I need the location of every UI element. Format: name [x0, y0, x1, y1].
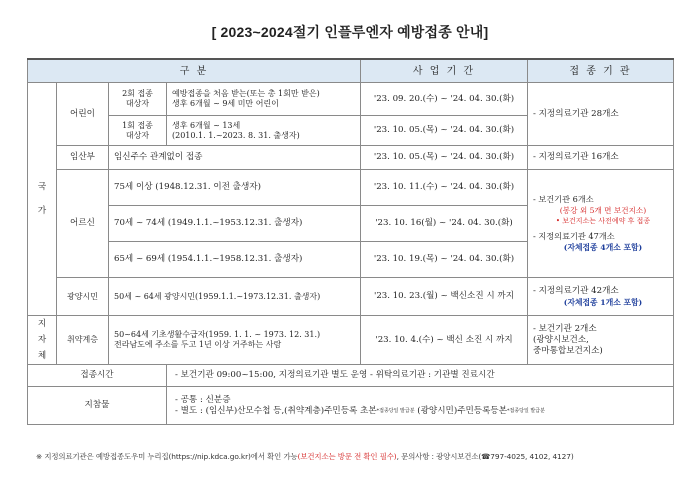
- elderly-institution: [528, 170, 674, 278]
- footnote: [36, 451, 574, 462]
- footnote-contact: , 문의사항 : 광양시보건소(☎797-4025, 4102, 4127): [396, 452, 574, 461]
- elderly-inst-designated: - 지정의료기관 47개소: [533, 231, 615, 241]
- vulnerable-label: 취약계층: [57, 316, 109, 365]
- elderly-75-period: '23. 10. 11.(수) ~ '24. 04. 30.(화): [361, 170, 528, 206]
- vulnerable-desc: 50~64세 기초생활수급자(1959. 1. 1. ~ 1973. 12. 31.) 전라남도에 주소를 두고 1년 이상 거주하는 사람: [109, 316, 361, 365]
- footnote-warning: (보건지소는 방문 전 확인 필수): [297, 452, 397, 461]
- group-local: 지 자 체: [28, 316, 57, 365]
- hours-text: - 보건기관 09:00~15:00, 지정의료기관 별도 운영 - 위탁의료기관 : 기관별 진료시간: [167, 365, 674, 387]
- elderly-65-period: '23. 10. 19.(목) ~ '24. 04. 30.(화): [361, 242, 528, 278]
- vaccination-table: [27, 58, 674, 425]
- gwangyang-institution: [528, 278, 674, 316]
- pregnant-period: '23. 10. 05.(목) ~ '24. 04. 30.(화): [361, 146, 528, 170]
- children-1dose-type: 1회 접종 대상자: [109, 116, 167, 146]
- documents-extra: - 별도 : (임신부)산모수첩 등,(취약계층)주민등록 초본: [175, 405, 377, 416]
- gwangyang-period: '23. 10. 23.(월) ~ 백신소진 시 까지: [361, 278, 528, 316]
- pregnant-institution: - 지정의료기관 16개소: [528, 146, 674, 170]
- gwangyang-desc: 50세 ~ 64세 광양시민(1959.1.1.~1973.12.31. 출생자): [109, 278, 361, 316]
- elderly-label: 어르신: [57, 170, 109, 278]
- children-1dose-desc: 생후 6개월 ~ 13세 (2010.1. 1.~2023. 8. 31. 출생자): [167, 116, 361, 146]
- group-national: 국 가: [28, 83, 57, 316]
- documents-gwangyang: (광양시민)주민등록등본: [417, 405, 508, 416]
- elderly-70-period: '23. 10. 16(월) ~ '24. 04. 30.(화): [361, 206, 528, 242]
- elderly-inst-branches: (봉강 외 5개 면 보건지소): [559, 206, 647, 215]
- documents-tiny-1: *접종당일 발급분: [376, 407, 415, 414]
- documents-common: - 공통 : 신분증: [175, 394, 231, 405]
- children-2dose-desc: 예방접종을 처음 받는(또는 총 1회만 받은) 생후 6개월 ~ 9세 미만 어린이: [167, 83, 361, 116]
- elderly-inst-self: (자체접종 4개소 포함): [563, 243, 643, 252]
- children-2dose-period: '23. 09. 20.(수) ~ '24. 04. 30.(화): [361, 83, 528, 116]
- header-period: 사 업 기 간: [361, 59, 528, 83]
- children-institution: - 지정의료기관 28개소: [528, 83, 674, 146]
- header-category: 구 분: [28, 59, 361, 83]
- vulnerable-institution: - 보건기관 2개소 (광양시보건소, 중마통합보건지소): [528, 316, 674, 365]
- footnote-main: ※ 지정의료기관은 예방접종도우미 누리집(https://nip.kdca.go.kr)에서 확인 가능: [36, 452, 298, 461]
- vulnerable-period: '23. 10. 4.(수) ~ 백신 소진 시 까지: [361, 316, 528, 365]
- elderly-inst-reservation: • 보건지소는 사전예약 후 접종: [555, 217, 651, 225]
- elderly-inst-health-centers: - 보건기관 6개소: [533, 194, 594, 204]
- elderly-70-desc: 70세 ~ 74세 (1949.1.1.~1953.12.31. 출생자): [109, 206, 361, 242]
- gwangyang-inst-self: (자체접종 1개소 포함): [563, 297, 643, 307]
- pregnant-label: 임산부: [57, 146, 109, 170]
- documents-text: [167, 387, 674, 425]
- pregnant-desc: 임신주수 관계없이 접종: [109, 146, 361, 170]
- hours-label: 접종시간: [28, 365, 167, 387]
- gwangyang-label: 광양시민: [57, 278, 109, 316]
- documents-label: 지참물: [28, 387, 167, 425]
- children-label: 어린이: [57, 83, 109, 146]
- gwangyang-inst-designated: - 지정의료기관 42개소: [533, 285, 619, 296]
- children-1dose-period: '23. 10. 05.(목) ~ '24. 04. 30.(화): [361, 116, 528, 146]
- header-institution: 접 종 기 관: [528, 59, 674, 83]
- documents-tiny-2: *접종당일 발급분: [507, 407, 545, 414]
- elderly-75-desc: 75세 이상 (1948.12.31. 이전 출생자): [109, 170, 361, 206]
- children-2dose-type: 2회 접종 대상자: [109, 83, 167, 116]
- elderly-65-desc: 65세 ~ 69세 (1954.1.1.~1958.12.31. 출생자): [109, 242, 361, 278]
- page-title: [ 2023~2024절기 인플루엔자 예방접종 안내]: [211, 24, 489, 40]
